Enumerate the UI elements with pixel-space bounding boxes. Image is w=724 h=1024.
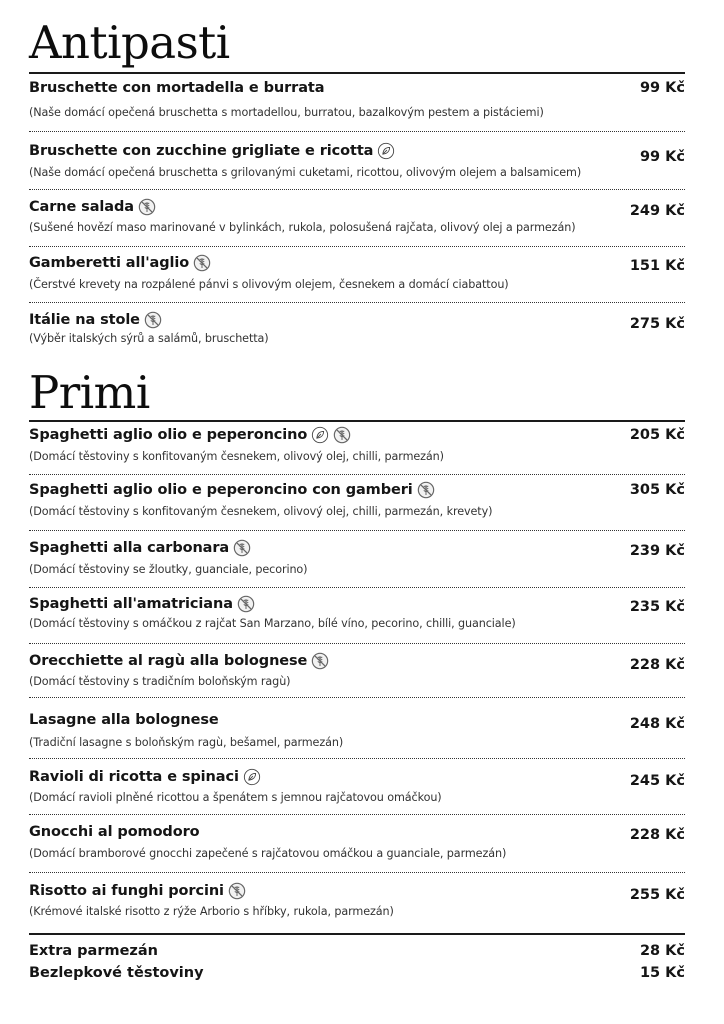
gluten-free-icon bbox=[233, 539, 251, 557]
menu-item bbox=[29, 481, 685, 518]
item-divider bbox=[29, 587, 685, 588]
item-name-text: Carne salada bbox=[29, 199, 134, 215]
item-name bbox=[29, 198, 156, 216]
item-price: 228 Kč bbox=[629, 827, 685, 843]
extra-item bbox=[29, 965, 685, 981]
item-divider bbox=[29, 474, 685, 475]
section-rule bbox=[29, 420, 685, 422]
item-price: 239 Kč bbox=[629, 543, 685, 559]
item-name-text: Spaghetti aglio olio e peperoncino con gamberi bbox=[29, 482, 413, 498]
menu-item bbox=[29, 765, 685, 804]
vegetarian-icon bbox=[377, 142, 395, 160]
section-title: Antipasti bbox=[29, 16, 230, 69]
item-name bbox=[29, 882, 246, 900]
extra-name: Bezlepkové těstoviny bbox=[29, 965, 204, 981]
menu-item bbox=[29, 252, 685, 291]
gluten-free-icon bbox=[311, 652, 329, 670]
extra-name: Extra parmezán bbox=[29, 943, 158, 959]
item-divider bbox=[29, 758, 685, 759]
menu-item bbox=[29, 308, 685, 345]
menu-item bbox=[29, 821, 685, 860]
item-description: (Domácí těstoviny s konfitovaným česnekem, olivový olej, chilli, parmezán, krevety) bbox=[29, 505, 493, 518]
item-description: (Domácí těstoviny s omáčkou z rajčat San Marzano, bílé víno, pecorino, chilli, guanciale) bbox=[29, 617, 516, 630]
menu-item bbox=[29, 708, 685, 749]
item-name-text: Lasagne alla bolognese bbox=[29, 712, 219, 728]
extra-price: 28 Kč bbox=[639, 943, 685, 959]
item-divider bbox=[29, 302, 685, 303]
menu-item bbox=[29, 426, 685, 463]
item-price: 275 Kč bbox=[629, 316, 685, 332]
vegetarian-icon bbox=[243, 768, 261, 786]
item-name-text: Orecchiette al ragù alla bolognese bbox=[29, 653, 308, 669]
item-name-text: Gnocchi al pomodoro bbox=[29, 824, 200, 840]
item-name-text: Gamberetti all'aglio bbox=[29, 255, 190, 271]
item-price: 245 Kč bbox=[629, 773, 685, 789]
item-description: (Domácí těstoviny se žloutky, guanciale, pecorino) bbox=[29, 563, 308, 576]
item-description: (Krémové italské risotto z rýže Arborio s hříbky, rukola, parmezán) bbox=[29, 905, 394, 918]
item-name-text: Spaghetti alla carbonara bbox=[29, 540, 230, 556]
vegetarian-icon bbox=[311, 426, 329, 444]
item-description: (Domácí bramborové gnocchi zapečené s rajčatovou omáčkou a guanciale, parmezán) bbox=[29, 847, 507, 860]
item-divider bbox=[29, 643, 685, 644]
gluten-free-icon bbox=[237, 595, 255, 613]
item-name-text: Bruschette con mortadella e burrata bbox=[29, 80, 325, 96]
item-name bbox=[29, 768, 261, 786]
item-price: 255 Kč bbox=[629, 887, 685, 903]
menu-item bbox=[29, 80, 685, 119]
menu-item bbox=[29, 879, 685, 918]
item-name bbox=[29, 595, 255, 613]
item-name bbox=[29, 712, 219, 728]
item-description: (Čerstvé krevety na rozpálené pánvi s olivovým olejem, česnekem a domácí ciabattou) bbox=[29, 278, 509, 291]
item-description: (Domácí těstoviny s tradičním boloňským ragù) bbox=[29, 675, 291, 688]
item-name bbox=[29, 142, 395, 160]
section-rule bbox=[29, 72, 685, 74]
item-name bbox=[29, 254, 211, 272]
item-name bbox=[29, 426, 351, 444]
item-name bbox=[29, 80, 324, 96]
item-price: 99 Kč bbox=[639, 149, 685, 165]
menu-item bbox=[29, 537, 685, 576]
item-name bbox=[29, 481, 435, 499]
item-divider bbox=[29, 530, 685, 531]
gluten-free-icon bbox=[417, 481, 435, 499]
extra-price: 15 Kč bbox=[639, 965, 685, 981]
item-name-text: Spaghetti all'amatriciana bbox=[29, 596, 233, 612]
section-primi bbox=[29, 366, 150, 419]
item-name-text: Itálie na stole bbox=[29, 312, 140, 328]
item-price: 205 Kč bbox=[629, 427, 685, 443]
item-description: (Domácí těstoviny s konfitovaným česnekem, olivový olej, chilli, parmezán) bbox=[29, 450, 444, 463]
gluten-free-icon bbox=[333, 426, 351, 444]
item-name-text: Ravioli di ricotta e spinaci bbox=[29, 769, 239, 785]
menu-item bbox=[29, 195, 685, 234]
gluten-free-icon bbox=[228, 882, 246, 900]
item-price: 151 Kč bbox=[629, 258, 685, 274]
item-description: (Sušené hovězí maso marinované v bylinkách, rukola, polosušená rajčata, olivový olej a parmezán) bbox=[29, 221, 576, 234]
section-title: Primi bbox=[29, 366, 150, 419]
item-price: 249 Kč bbox=[629, 203, 685, 219]
item-description: (Tradiční lasagne s boloňským ragù, bešamel, parmezán) bbox=[29, 736, 344, 749]
item-name bbox=[29, 539, 251, 557]
extra-item bbox=[29, 943, 685, 959]
item-price: 248 Kč bbox=[629, 716, 685, 732]
menu-item bbox=[29, 593, 685, 630]
item-divider bbox=[29, 246, 685, 247]
item-description: (Naše domácí opečená bruschetta s mortadellou, burratou, bazalkovým pestem a pistáciemi) bbox=[29, 106, 544, 119]
item-divider bbox=[29, 814, 685, 815]
section-antipasti bbox=[29, 16, 230, 69]
menu-item bbox=[29, 649, 685, 688]
item-name-text: Spaghetti aglio olio e peperoncino bbox=[29, 427, 308, 443]
item-price: 305 Kč bbox=[629, 482, 685, 498]
item-name bbox=[29, 311, 162, 329]
item-description: (Domácí ravioli plněné ricottou a špenátem s jemnou rajčatovou omáčkou) bbox=[29, 791, 442, 804]
item-name-text: Bruschette con zucchine grigliate e ricotta bbox=[29, 143, 374, 159]
item-divider bbox=[29, 131, 685, 132]
item-price: 235 Kč bbox=[629, 599, 685, 615]
menu-item bbox=[29, 137, 685, 179]
extras-list bbox=[29, 943, 685, 981]
item-name bbox=[29, 824, 200, 840]
item-name-text: Risotto ai funghi porcini bbox=[29, 883, 224, 899]
item-divider bbox=[29, 872, 685, 873]
gluten-free-icon bbox=[138, 198, 156, 216]
item-price: 228 Kč bbox=[629, 657, 685, 673]
gluten-free-icon bbox=[193, 254, 211, 272]
item-name bbox=[29, 652, 329, 670]
item-description: (Naše domácí opečená bruschetta s grilovanými cuketami, ricottou, olivovým olejem a balsamicem) bbox=[29, 166, 582, 179]
item-divider bbox=[29, 189, 685, 190]
item-divider bbox=[29, 697, 685, 698]
item-description: (Výběr italských sýrů a salámů, bruschetta) bbox=[29, 332, 269, 345]
item-price: 99 Kč bbox=[639, 80, 685, 96]
gluten-free-icon bbox=[144, 311, 162, 329]
extras-rule bbox=[29, 933, 685, 935]
